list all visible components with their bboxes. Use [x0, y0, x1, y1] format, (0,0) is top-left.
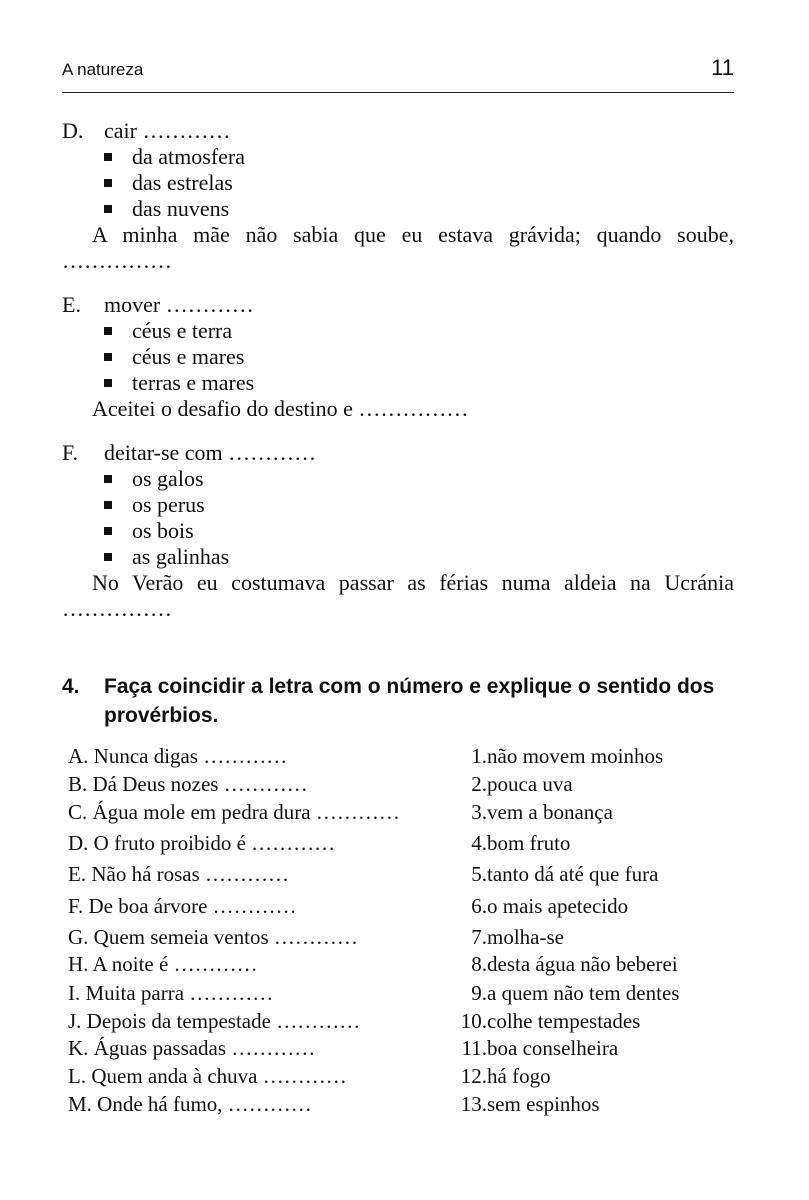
option-text: os perus — [132, 492, 205, 517]
option-item — [104, 344, 734, 370]
option-item — [104, 370, 734, 396]
option-text: da atmosfera — [132, 144, 245, 169]
exercise-d-head — [62, 118, 734, 144]
ending-number: 2. — [471, 772, 487, 796]
exercise-e — [62, 292, 734, 422]
option-text: das nuvens — [132, 196, 230, 221]
task-text: Faça coincidir a letra com o número e explique o sentido dos provérbios. — [104, 675, 715, 727]
task-number: 4. — [62, 675, 80, 698]
proverb-ending: não movem moinhos — [487, 744, 664, 768]
proverb-ending: a quem não tem dentes — [487, 981, 680, 1005]
exercise-prompt: mover ………… — [104, 292, 254, 317]
ending-number: 10. — [460, 1009, 487, 1033]
ending-number: 6. — [471, 894, 487, 918]
option-text: das estrelas — [132, 170, 233, 195]
exercise-e-head — [62, 292, 734, 318]
proverb-start: L. Quem anda à chuva ………… — [68, 1064, 347, 1088]
option-list — [62, 318, 734, 396]
option-text: terras e mares — [132, 370, 255, 395]
proverb-ending: tanto dá até que fura — [487, 862, 659, 886]
proverb-start: K. Águas passadas ………… — [68, 1036, 316, 1060]
proverb-ending: bom fruto — [487, 831, 571, 855]
option-list — [62, 144, 734, 222]
ending-number: 7. — [471, 925, 487, 949]
proverb-ending: há fogo — [487, 1064, 551, 1088]
option-item — [104, 466, 734, 492]
page-header — [62, 54, 734, 93]
proverb-ending: vem a bonança — [487, 800, 613, 824]
exercise-letter: D. — [62, 118, 84, 143]
proverb-row — [68, 742, 728, 770]
proverb-start: H. A noite é ………… — [68, 952, 258, 976]
proverb-ending: colhe tempestades — [487, 1009, 641, 1033]
exercise-letter: F. — [62, 440, 78, 465]
proverb-ending: sem espinhos — [487, 1092, 600, 1116]
ending-number: 13. — [460, 1092, 487, 1116]
proverb-start: B. Dá Deus nozes ………… — [68, 772, 308, 796]
exercise-d — [62, 118, 734, 274]
ending-number: 8. — [471, 952, 487, 976]
proverb-start: M. Onde há fumo, ………… — [68, 1092, 312, 1116]
option-item — [104, 544, 734, 570]
square-bullet-icon — [104, 353, 112, 361]
proverb-row — [68, 1062, 728, 1090]
option-item — [104, 170, 734, 196]
exercise-sentence: Aceitei o desafio do destino e …………… — [92, 396, 469, 421]
proverb-ending: boa conselheira — [487, 1036, 619, 1060]
page-number: 11 — [711, 55, 734, 80]
exercise-sentence: No Verão eu costumava passar as férias numa aldeia na Ucránia …………… — [62, 570, 734, 621]
proverb-start: J. Depois da tempestade ………… — [68, 1009, 361, 1033]
exercise-prompt: cair ………… — [104, 118, 231, 143]
proverb-row — [68, 892, 728, 920]
square-bullet-icon — [104, 379, 112, 387]
option-text: os galos — [132, 466, 204, 491]
ending-number: 9. — [471, 981, 487, 1005]
proverb-row — [68, 860, 728, 888]
option-item — [104, 196, 734, 222]
option-list — [62, 466, 734, 570]
square-bullet-icon — [104, 501, 112, 509]
proverb-row — [68, 1090, 728, 1118]
option-text: céus e terra — [132, 318, 233, 343]
proverb-start: A. Nunca digas ………… — [68, 744, 288, 768]
exercise-prompt: deitar-se com ………… — [104, 440, 317, 465]
exercise-sentence: A minha mãe não sabia que eu estava grávida; quando soube, …………… — [62, 222, 734, 273]
square-bullet-icon — [104, 179, 112, 187]
proverb-ending: molha-se — [487, 925, 564, 949]
proverb-ending: desta água não beberei — [487, 952, 678, 976]
square-bullet-icon — [104, 153, 112, 161]
proverb-row — [68, 923, 728, 951]
option-item — [104, 518, 734, 544]
ending-number: 12. — [460, 1064, 487, 1088]
proverb-ending: pouca uva — [487, 772, 573, 796]
square-bullet-icon — [104, 553, 112, 561]
proverb-row — [68, 798, 728, 826]
exercise-letter: E. — [62, 292, 81, 317]
exercise-f-head — [62, 440, 734, 466]
ending-number: 4. — [471, 831, 487, 855]
square-bullet-icon — [104, 475, 112, 483]
proverb-start: E. Não há rosas ………… — [68, 862, 290, 886]
proverb-row — [68, 770, 728, 798]
exercise-f — [62, 440, 734, 622]
proverb-start: C. Água mole em pedra dura ………… — [68, 800, 400, 824]
square-bullet-icon — [104, 205, 112, 213]
proverb-row — [68, 950, 728, 978]
option-item — [104, 318, 734, 344]
square-bullet-icon — [104, 527, 112, 535]
proverb-row — [68, 829, 728, 857]
section-title: A natureza — [62, 60, 144, 79]
proverb-row — [68, 1007, 728, 1035]
proverb-row — [68, 1034, 728, 1062]
proverb-start: G. Quem semeia ventos ………… — [68, 925, 358, 949]
ending-number: 11. — [461, 1036, 487, 1060]
ending-number: 1. — [471, 744, 487, 768]
task-heading — [62, 672, 734, 730]
proverb-start: D. O fruto proibido é ………… — [68, 831, 336, 855]
option-item — [104, 492, 734, 518]
option-text: céus e mares — [132, 344, 245, 369]
square-bullet-icon — [104, 327, 112, 335]
ending-number: 5. — [471, 862, 487, 886]
proverb-start: I. Muita parra ………… — [68, 981, 274, 1005]
option-text: as galinhas — [132, 544, 230, 569]
proverb-start: F. De boa árvore ………… — [68, 894, 297, 918]
proverb-ending: o mais apetecido — [487, 894, 629, 918]
option-text: os bois — [132, 518, 194, 543]
ending-number: 3. — [471, 800, 487, 824]
option-item — [104, 144, 734, 170]
proverb-row — [68, 979, 728, 1007]
